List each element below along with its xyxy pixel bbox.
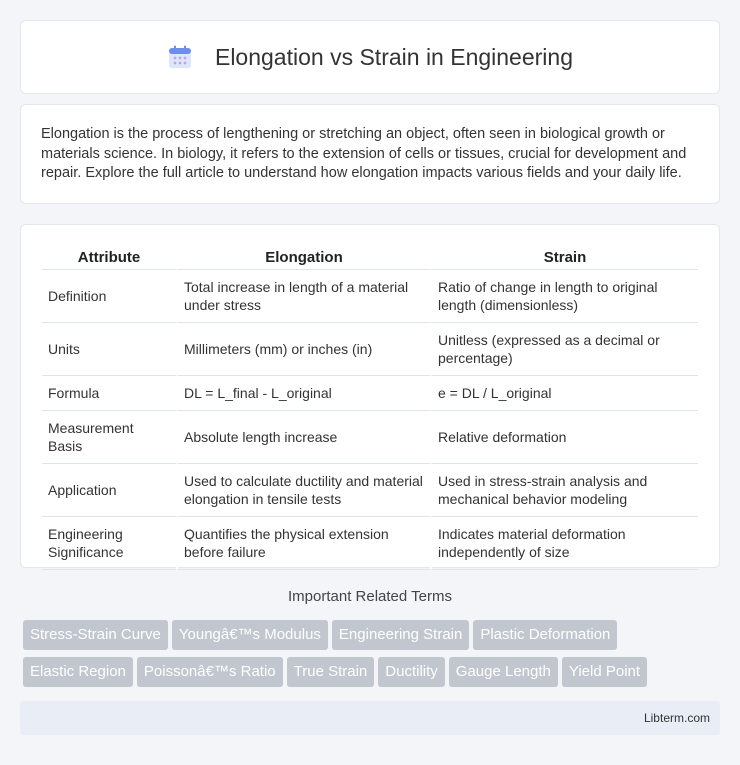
table-row	[42, 517, 698, 570]
table-cell: Formula	[42, 376, 176, 411]
column-header: Elongation	[176, 243, 430, 270]
table-cell: Definition	[42, 270, 176, 323]
table-cell: e = DL / L_original	[430, 376, 698, 411]
table-cell: Unitless (expressed as a decimal or percentage)	[430, 323, 698, 376]
calendar-icon	[167, 44, 193, 70]
intro-text: Elongation is the process of lengthening or stretching an object, often seen in biological growth or materials science. In biology, it refers to the extension of cells or tissues, crucial for development and repair. Explore the full article to understand how elongation impacts various fields and your daily life.	[41, 126, 687, 181]
table-row	[42, 376, 698, 411]
table-cell: Total increase in length of a material under stress	[176, 270, 430, 323]
related-term-tag[interactable]: Youngâ€™s Modulus	[172, 620, 328, 650]
footer	[20, 701, 720, 735]
table-cell: Indicates material deformation independently of size	[430, 517, 698, 570]
table-row	[42, 464, 698, 517]
table-cell: Units	[42, 323, 176, 376]
related-term-tag[interactable]: Elastic Region	[23, 657, 133, 687]
table-cell: Ratio of change in length to original length (dimensionless)	[430, 270, 698, 323]
table-row	[42, 323, 698, 376]
related-term-tag[interactable]: Engineering Strain	[332, 620, 469, 650]
related-term-tag[interactable]: Ductility	[378, 657, 445, 687]
table-cell: Relative deformation	[430, 411, 698, 464]
table-cell: Millimeters (mm) or inches (in)	[176, 323, 430, 376]
table-cell: DL = L_final - L_original	[176, 376, 430, 411]
intro-card	[20, 104, 720, 204]
table-cell: Engineering Significance	[42, 517, 176, 570]
comparison-table-card	[20, 224, 720, 568]
table-header-row	[42, 243, 698, 270]
column-header: Strain	[430, 243, 698, 270]
table-cell: Application	[42, 464, 176, 517]
related-term-tag[interactable]: Stress-Strain Curve	[23, 620, 168, 650]
table-cell: Absolute length increase	[176, 411, 430, 464]
related-term-tag[interactable]: Yield Point	[562, 657, 647, 687]
table-row	[42, 411, 698, 464]
related-term-tag[interactable]: Gauge Length	[449, 657, 558, 687]
table-cell: Used to calculate ductility and material elongation in tensile tests	[176, 464, 430, 517]
related-terms-list	[23, 620, 723, 694]
table-cell: Measurement Basis	[42, 411, 176, 464]
related-term-tag[interactable]: Plastic Deformation	[473, 620, 617, 650]
related-term-tag[interactable]: Poissonâ€™s Ratio	[137, 657, 283, 687]
page-header	[20, 20, 720, 94]
related-terms-title: Important Related Terms	[288, 588, 452, 605]
column-header: Attribute	[42, 243, 176, 270]
footer-link[interactable]: Libterm.com	[643, 711, 710, 725]
page-title: Elongation vs Strain in Engineering	[214, 43, 573, 70]
comparison-table	[42, 243, 698, 570]
table-cell: Used in stress-strain analysis and mechanical behavior modeling	[430, 464, 698, 517]
table-row	[42, 270, 698, 323]
table-cell: Quantifies the physical extension before failure	[176, 517, 430, 570]
related-term-tag[interactable]: True Strain	[287, 657, 375, 687]
